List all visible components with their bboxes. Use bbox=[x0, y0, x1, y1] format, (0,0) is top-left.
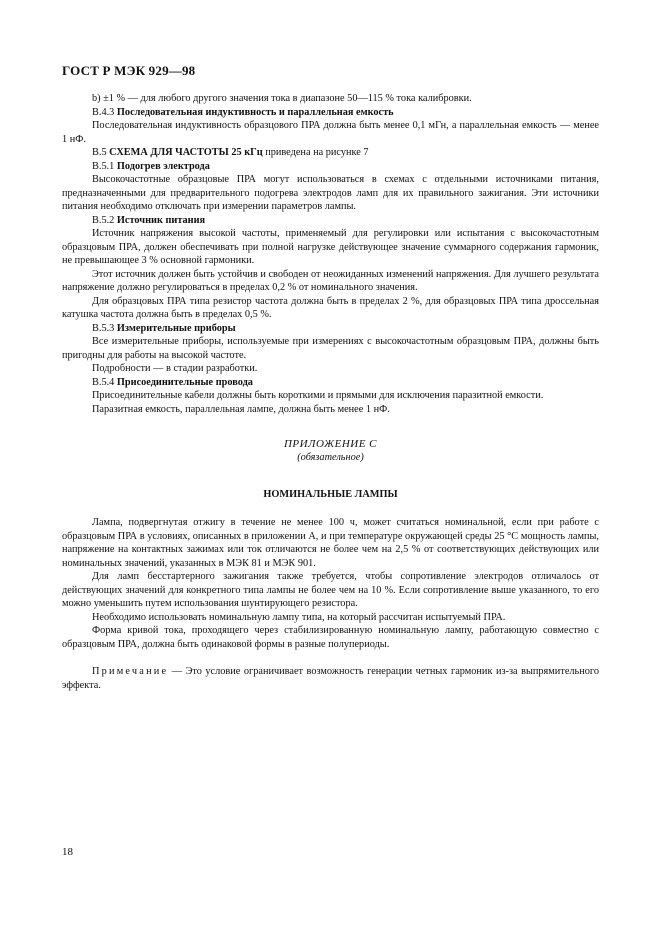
appendix-paragraph-4: Форма кривой тока, проходящего через стабилизированную номинальную лампу, работающую совместно с образцовым ПРА, должна быть одинаковой формы в разные полупериоды. bbox=[62, 625, 599, 650]
subsection-number: В.5.1 bbox=[92, 160, 115, 172]
subsection-number: В.4.3 bbox=[92, 106, 115, 118]
paragraph-b52-2: Этот источник должен быть устойчив и свободен от неожиданных изменений напряжения. Для лучшего результата напряжение должно регулироваться в пределах 0,2 % от номинального значения. bbox=[62, 268, 599, 293]
subsection-b43-heading bbox=[62, 106, 599, 120]
subsection-b5-heading bbox=[62, 146, 599, 160]
subsection-number: В.5.3 bbox=[92, 322, 115, 334]
appendix-paragraph-2: Для ламп бесстартерного зажигания также требуется, чтобы сопротивление электродов отличалось от действующих значений для конкретного типа лампы не более чем на 10 %. Если сопротивление выше указанного, то его можно уменьшить путем использования шунтирующего резистора. bbox=[62, 571, 599, 609]
subsection-title: Присоединительные провода bbox=[116, 376, 253, 388]
subsection-title: СХЕМА ДЛЯ ЧАСТОТЫ 25 кГц bbox=[109, 147, 263, 158]
paragraph-b43: Последовательная индуктивность образцового ПРА должна быть менее 0,1 мГн, а параллельная емкость — менее 1 нФ. bbox=[62, 120, 599, 145]
paragraph-b54-1: Присоединительные кабели должны быть короткими и прямыми для исключения паразитной емкости. bbox=[92, 390, 544, 401]
subsection-title: Последовательная индуктивность и параллельная емкость bbox=[116, 106, 394, 118]
subsection-b51-heading bbox=[62, 160, 599, 174]
appendix-heading: НОМИНАЛЬНЫЕ ЛАМПЫ bbox=[263, 489, 398, 500]
subsection-b52-heading bbox=[62, 214, 599, 228]
subsection-b54-heading bbox=[62, 376, 599, 390]
appendix-paragraph-3: Необходимо использовать номинальную лампу типа, на который рассчитан испытуемый ПРА. bbox=[92, 611, 506, 623]
subsection-b53-heading bbox=[62, 322, 599, 336]
subsection-title: Источник питания bbox=[116, 214, 206, 226]
appendix-note bbox=[62, 665, 599, 692]
paragraph-b53-1: Все измерительные приборы, используемые при измерениях с высокочастотным образцовым ПРА, должны быть пригодны для работы на высокой частоте. bbox=[62, 336, 599, 361]
appendix-title: ПРИЛОЖЕНИЕ С bbox=[283, 438, 378, 450]
note-text: — Это условие ограничивает возможность генерации четных гармоник из-за выпрямительного эффекта. bbox=[62, 666, 599, 691]
subsection-number: В.5.4 bbox=[92, 376, 115, 388]
paragraph-b-item: b) ±1 % — для любого другого значения тока в диапазоне 50—115 % тока калибровки. bbox=[92, 93, 472, 104]
paragraph-b52-3: Для образцовых ПРА типа резистор частота должна быть в пределах 2 %, для образцовых ПРА типа дроссельная катушка частота должна быть в пределах 0,5 %. bbox=[62, 295, 599, 320]
document-header: ГОСТ Р МЭК 929—98 bbox=[62, 63, 196, 78]
appendix-subtitle: (обязательное) bbox=[297, 452, 364, 463]
subsection-title-rest: приведена на рисунке 7 bbox=[262, 147, 369, 158]
subsection-number: В.5.2 bbox=[92, 214, 115, 226]
subsection-title: Измерительные приборы bbox=[116, 322, 236, 334]
section-b-body bbox=[62, 92, 599, 416]
paragraph-b52-1: Источник напряжения высокой частоты, применяемый для регулировки или испытания с высокочастотным образцовым ПРА, должен обеспечивать при полной нагрузке действующее значение суммарного содержания гармоник, не превышающее 3 % основной гармоники. bbox=[62, 228, 599, 266]
subsection-title: Подогрев электрода bbox=[116, 160, 210, 172]
note-label: Примечание bbox=[92, 666, 169, 677]
appendix-paragraph-1: Лампа, подвергнутая отжигу в течение не менее 100 ч, может считаться номинальной, если при работе с образцовым ПРА в условиях, описанных в приложении А, и при температуре окружающей среды 25 °С мощность лампы, напряжение на контактных зажимах или ток отличаются не более чем на 2,5 % от соответствующих действующих или номинальных значений, указанных в МЭК 81 и МЭК 901. bbox=[62, 517, 599, 569]
subsection-number: В.5 bbox=[92, 147, 107, 158]
paragraph-b53-2: Подробности — в стадии разработки. bbox=[92, 363, 258, 374]
appendix-body bbox=[62, 516, 599, 692]
paragraph-b54-2: Паразитная емкость, параллельная лампе, должна быть менее 1 нФ. bbox=[92, 403, 390, 415]
paragraph-b51: Высокочастотные образцовые ПРА могут использоваться в схемах с отдельными источниками питания, предназначенными для предварительного подогрева электродов ламп для их правильного зажигания. Эти источники питания необходимо отключать при измерении параметров лампы. bbox=[62, 174, 599, 212]
page-number: 18 bbox=[62, 846, 73, 858]
